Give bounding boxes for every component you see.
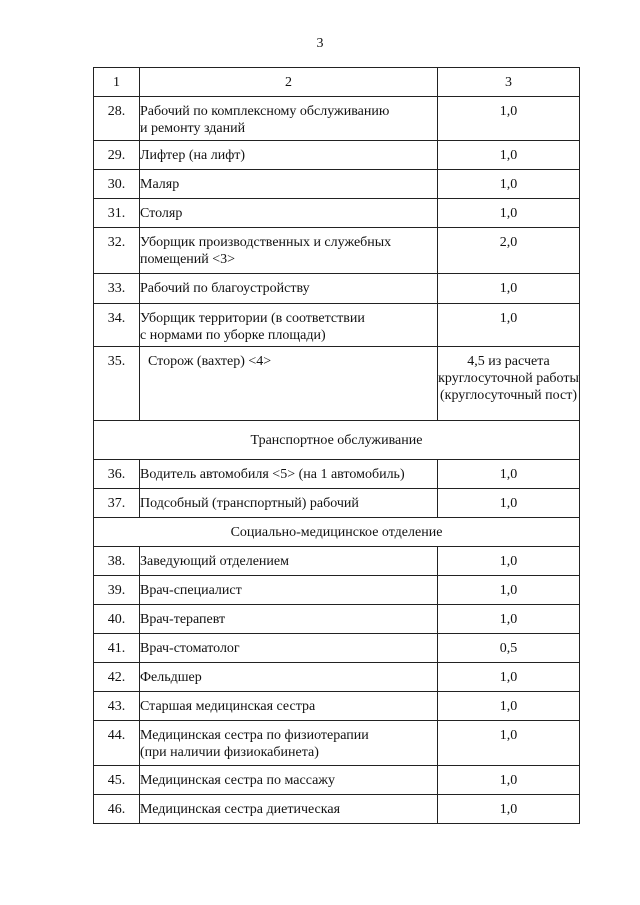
staffing-table	[93, 67, 580, 824]
staff-units	[438, 460, 580, 489]
position-name	[140, 605, 438, 634]
table-row	[94, 97, 580, 141]
section-header-row	[94, 518, 580, 547]
staff-units	[438, 605, 580, 634]
row-number-text: 36.	[107, 467, 126, 482]
column-header-staff-units: 3	[438, 68, 580, 97]
position-name	[140, 547, 438, 576]
position-name	[140, 663, 438, 692]
staff-units-line: 1,0	[499, 699, 518, 714]
staff-units	[438, 795, 580, 824]
row-number	[94, 347, 140, 421]
staff-units-line: 2,0	[499, 235, 518, 250]
staff-units-line: (круглосуточный пост)	[439, 388, 577, 403]
row-number-text: 44.	[107, 728, 126, 743]
staff-units-line: круглосуточной работы	[438, 371, 579, 386]
position-name-line: помещений <3>	[140, 252, 236, 267]
staff-units	[438, 663, 580, 692]
staff-units-line: 0,5	[499, 641, 518, 656]
column-header-position: 2	[140, 68, 438, 97]
row-number-text: 43.	[107, 699, 126, 714]
position-name	[140, 460, 438, 489]
staff-units	[438, 489, 580, 518]
row-number	[94, 721, 140, 766]
staff-units	[438, 347, 580, 421]
page-number: 3	[316, 36, 324, 51]
table-header-row	[94, 68, 580, 97]
table-row	[94, 766, 580, 795]
section-title: Транспортное обслуживание	[94, 421, 580, 460]
staff-units-line: 1,0	[499, 104, 518, 119]
staff-units-line: 1,0	[499, 148, 518, 163]
staff-units-line: 1,0	[499, 177, 518, 192]
position-name	[140, 228, 438, 274]
table-row	[94, 170, 580, 199]
row-number-text: 33.	[107, 281, 126, 296]
position-name-line: Рабочий по комплексному обслуживанию	[140, 104, 390, 119]
position-name	[140, 721, 438, 766]
position-name	[140, 692, 438, 721]
position-name	[140, 274, 438, 304]
position-name	[140, 634, 438, 663]
row-number-text: 40.	[107, 612, 126, 627]
position-name-line: Лифтер (на лифт)	[140, 148, 246, 163]
staff-units-line: 1,0	[499, 496, 518, 511]
row-number	[94, 766, 140, 795]
position-name-line: Маляр	[140, 177, 180, 192]
position-name-line: Сторож (вахтер) <4>	[148, 354, 272, 369]
row-number	[94, 489, 140, 518]
staff-units-line: 1,0	[499, 612, 518, 627]
position-name-line: Столяр	[140, 206, 183, 221]
row-number-text: 45.	[107, 773, 126, 788]
position-name-line: (при наличии физиокабинета)	[140, 745, 319, 760]
position-name-line: Врач-терапевт	[140, 612, 226, 627]
row-number-text: 42.	[107, 670, 126, 685]
position-name-line: Фельдшер	[140, 670, 202, 685]
staff-units	[438, 274, 580, 304]
staff-units	[438, 97, 580, 141]
row-number-text: 31.	[107, 206, 126, 221]
staff-units	[438, 634, 580, 663]
row-number-text: 41.	[107, 641, 126, 656]
row-number	[94, 795, 140, 824]
staff-units	[438, 576, 580, 605]
staff-units-line: 1,0	[499, 583, 518, 598]
position-name-line: и ремонту зданий	[140, 121, 246, 136]
staff-units-line: 1,0	[499, 670, 518, 685]
row-number-text: 38.	[107, 554, 126, 569]
table-row	[94, 141, 580, 170]
position-name	[140, 576, 438, 605]
position-name	[140, 304, 438, 347]
staff-units	[438, 721, 580, 766]
row-number-text: 28.	[107, 104, 126, 119]
table-row	[94, 347, 580, 421]
table-row	[94, 692, 580, 721]
staff-units	[438, 170, 580, 199]
position-name-line: Врач-специалист	[140, 583, 242, 598]
staff-units	[438, 766, 580, 795]
row-number	[94, 576, 140, 605]
row-number	[94, 663, 140, 692]
position-name	[140, 795, 438, 824]
staff-units-line: 4,5 из расчета	[467, 354, 550, 369]
position-name-line: Медицинская сестра по физиотерапии	[140, 728, 369, 743]
row-number	[94, 97, 140, 141]
position-name-line: Рабочий по благоустройству	[140, 281, 310, 296]
row-number	[94, 304, 140, 347]
position-name-line: с нормами по уборке площади)	[140, 328, 326, 343]
table-row	[94, 634, 580, 663]
table-row	[94, 605, 580, 634]
row-number-text: 29.	[107, 148, 126, 163]
column-header-number: 1	[94, 68, 140, 97]
row-number	[94, 141, 140, 170]
table-row	[94, 460, 580, 489]
position-name	[140, 141, 438, 170]
section-header-row	[94, 421, 580, 460]
staff-units-line: 1,0	[499, 467, 518, 482]
row-number-text: 37.	[107, 496, 126, 511]
row-number	[94, 199, 140, 228]
row-number	[94, 547, 140, 576]
position-name	[140, 347, 438, 421]
table-row	[94, 547, 580, 576]
position-name-line: Уборщик производственных и служебных	[140, 235, 392, 250]
table-row	[94, 489, 580, 518]
staffing-table-body	[94, 68, 580, 824]
table-row	[94, 721, 580, 766]
staff-units	[438, 228, 580, 274]
position-name-line: Медицинская сестра диетическая	[140, 802, 341, 817]
table-row	[94, 228, 580, 274]
staff-units-line: 1,0	[499, 311, 518, 326]
staff-units	[438, 547, 580, 576]
row-number-text: 39.	[107, 583, 126, 598]
row-number-text: 46.	[107, 802, 126, 817]
staff-units	[438, 199, 580, 228]
table-row	[94, 199, 580, 228]
position-name-line: Водитель автомобиля <5> (на 1 автомобиль)	[140, 467, 405, 482]
staff-units	[438, 692, 580, 721]
row-number-text: 34.	[107, 311, 126, 326]
position-name	[140, 97, 438, 141]
table-row	[94, 304, 580, 347]
position-name	[140, 199, 438, 228]
position-name-line: Медицинская сестра по массажу	[140, 773, 335, 788]
row-number	[94, 605, 140, 634]
row-number-text: 30.	[107, 177, 126, 192]
table-row	[94, 663, 580, 692]
position-name	[140, 170, 438, 199]
section-title: Социально-медицинское отделение	[94, 518, 580, 547]
position-name	[140, 489, 438, 518]
table-row	[94, 795, 580, 824]
table-row	[94, 274, 580, 304]
position-name-line: Старшая медицинская сестра	[140, 699, 316, 714]
row-number	[94, 634, 140, 663]
row-number	[94, 228, 140, 274]
position-name-line: Подсобный (транспортный) рабочий	[140, 496, 359, 511]
staff-units-line: 1,0	[499, 554, 518, 569]
position-name-line: Врач-стоматолог	[140, 641, 240, 656]
staff-units-line: 1,0	[499, 773, 518, 788]
row-number-text: 32.	[107, 235, 126, 250]
table-row	[94, 576, 580, 605]
position-name-line: Заведующий отделением	[140, 554, 289, 569]
row-number	[94, 692, 140, 721]
row-number	[94, 274, 140, 304]
staff-units	[438, 141, 580, 170]
row-number	[94, 170, 140, 199]
staff-units-line: 1,0	[499, 281, 518, 296]
position-name	[140, 766, 438, 795]
staff-units	[438, 304, 580, 347]
staff-units-line: 1,0	[499, 728, 518, 743]
position-name-line: Уборщик территории (в соответствии	[140, 311, 365, 326]
staff-units-line: 1,0	[499, 206, 518, 221]
row-number	[94, 460, 140, 489]
staff-units-line: 1,0	[499, 802, 518, 817]
row-number-text: 35.	[107, 354, 126, 369]
